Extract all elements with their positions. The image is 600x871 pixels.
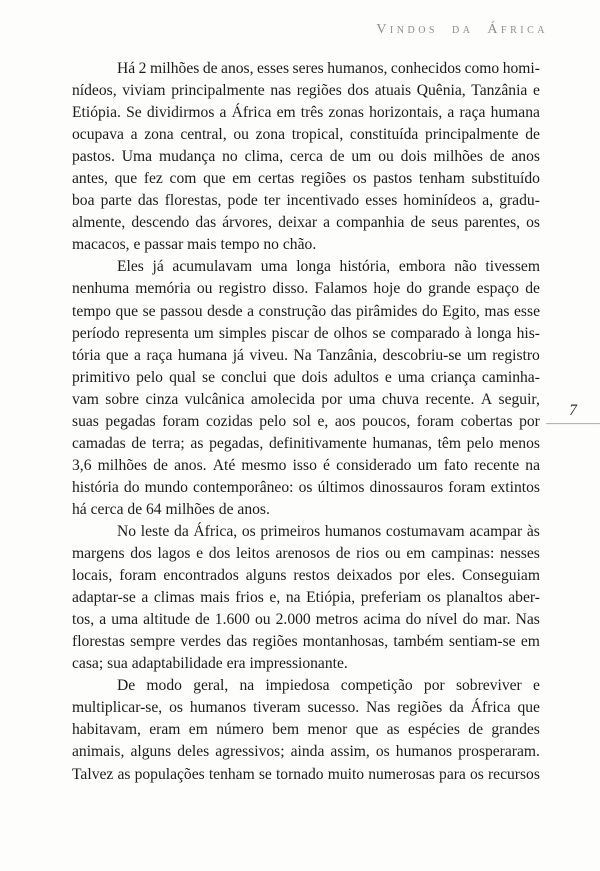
text-line: 3,6 milhões de anos. Até mesmo isso é considerado um fato recente na xyxy=(72,456,540,474)
text-line: tempo que se passou desde a construção das pirâmides do Egito, mas esse xyxy=(72,302,540,320)
text-line: locais, foram encontrados alguns restos deixados por eles. Conseguiam xyxy=(72,567,540,585)
page-number: 7 xyxy=(569,402,577,419)
text-line: Eles já acumulavam uma longa história, embora não tivessem xyxy=(117,258,540,276)
text-line: camadas de terra; as pegadas, definitivamente humanas, têm pelo menos xyxy=(72,434,540,452)
text-line: vam sobre cinza vulcânica amolecida por uma chuva recente. A seguir, xyxy=(72,390,540,408)
text-line: tória que a raça humana já viveu. Na Tanzânia, descobriu-se um registro xyxy=(72,346,540,364)
text-line: animais, alguns deles agressivos; ainda assim, os humanos prosperaram. xyxy=(72,743,540,761)
page-number-block xyxy=(546,401,600,424)
running-head: Vindos da África xyxy=(376,22,548,37)
text-line: florestas sempre verdes das regiões montanhosas, também sentiam-se em xyxy=(72,633,540,651)
body-text xyxy=(72,58,540,786)
text-line: habitavam, eram em número bem menor que as espécies de grandes xyxy=(72,721,540,739)
paragraph xyxy=(72,58,540,256)
text-line: há cerca de 64 milhões de anos. xyxy=(72,500,270,518)
text-line: Talvez as populações tenham se tornado muito numerosas para os recursos xyxy=(72,765,540,783)
paragraph xyxy=(72,256,540,521)
text-line: almente, descendo das árvores, deixar a companhia de seus parentes, os xyxy=(72,214,540,232)
paragraph xyxy=(72,675,540,785)
text-line: No leste da África, os primeiros humanos costumavam acampar às xyxy=(117,522,540,540)
text-line: De modo geral, na impiedosa competição por sobreviver e xyxy=(117,677,540,695)
text-line: Etiópia. Se dividirmos a África em três zonas horizontais, a raça humana xyxy=(72,104,540,122)
text-line: margens dos lagos e dos leitos arenosos de rios ou em campinas: nesses xyxy=(72,545,540,563)
text-line: casa; sua adaptabilidade era impressionante. xyxy=(72,655,348,673)
text-line: história do mundo contemporâneo: os últimos dinossauros foram extintos xyxy=(72,478,540,496)
text-line: nídeos, viviam principalmente nas regiões dos atuais Quênia, Tanzânia e xyxy=(72,82,540,100)
text-line: tos, a uma altitude de 1.600 ou 2.000 metros acima do nível do mar. Nas xyxy=(72,611,540,629)
text-line: suas pegadas foram cozidas pelo sol e, aos poucos, foram cobertas por xyxy=(72,412,540,430)
text-line: primitivo pelo qual se conclui que dois adultos e uma criança caminha- xyxy=(72,368,540,386)
text-line: período representa um simples piscar de olhos se comparado à longa his- xyxy=(72,324,540,342)
text-line: macacos, e passar mais tempo no chão. xyxy=(72,236,317,254)
paragraph xyxy=(72,521,540,675)
text-line: boa parte das florestas, pode ter incentivado esses hominídeos a, gradu- xyxy=(72,192,540,210)
text-line: antes, que fez com que em certas regiões os pastos tenham substituído xyxy=(72,170,540,188)
text-line: multiplicar-se, os humanos tiveram sucesso. Nas regiões da África que xyxy=(72,699,540,717)
text-line: Há 2 milhões de anos, esses seres humanos, conhecidos como homi- xyxy=(117,60,540,77)
page-number-rule xyxy=(546,423,600,424)
text-line: ocupava a zona central, ou zona tropical, constituída principalmente de xyxy=(72,126,540,144)
text-line: adaptar-se a climas mais frios e, na Etiópia, preferiam os planaltos aber- xyxy=(72,589,540,607)
text-line: pastos. Uma mudança no clima, cerca de um ou dois milhões de anos xyxy=(72,148,540,166)
text-line: nenhuma memória ou registro disso. Falamos hoje do grande espaço de xyxy=(72,280,540,298)
